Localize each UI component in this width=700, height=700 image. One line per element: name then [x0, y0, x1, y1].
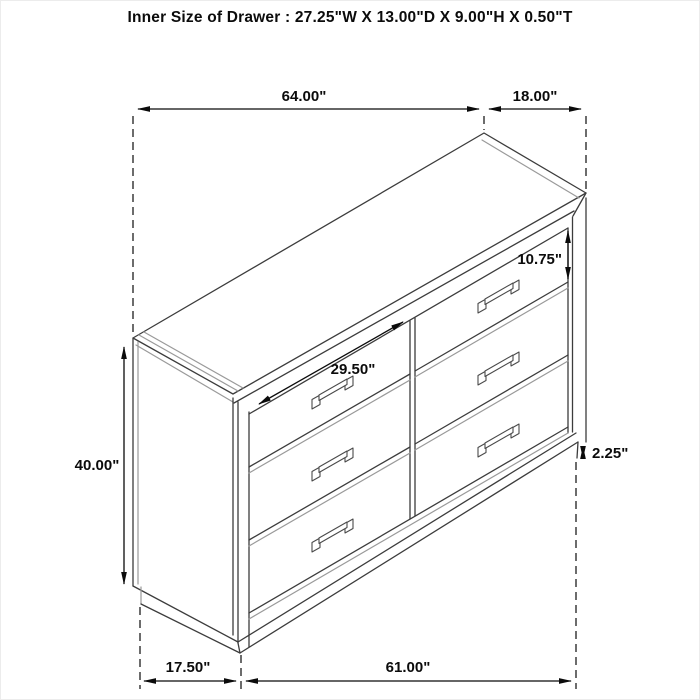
dim-label-top-width: 64.00" — [281, 88, 327, 105]
dresser-left-side-panel — [133, 338, 240, 653]
handle-left-middle — [312, 448, 353, 481]
dim-label-bottom-width: 61.00" — [385, 659, 431, 676]
dimension-top-depth — [489, 88, 581, 109]
handle-left-bottom — [312, 519, 353, 552]
dim-label-overall-height: 40.00" — [74, 457, 120, 474]
dimension-overall-height — [75, 347, 124, 584]
dim-label-base-height: 2.25" — [592, 445, 629, 462]
dim-label-drawer-front-height: 10.75" — [517, 251, 562, 268]
dim-label-drawer-front-width: 29.50" — [330, 361, 376, 378]
handle-right-top — [478, 280, 519, 313]
drawer-gap-lines — [249, 282, 568, 619]
dimension-bottom-width — [246, 659, 571, 681]
dimension-bottom-depth — [144, 659, 236, 681]
handle-right-middle — [478, 352, 519, 385]
dresser-base-plinth — [238, 433, 578, 653]
dimension-top-width — [138, 88, 479, 109]
handle-right-bottom — [478, 424, 519, 457]
handle-left-top — [312, 376, 353, 409]
dresser-dimension-drawing — [1, 1, 700, 700]
drawing-title: Inner Size of Drawer : 27.25"W X 13.00"D X 9.00"H X 0.50"T — [127, 9, 573, 26]
dim-label-top-depth: 18.00" — [512, 88, 558, 105]
dimension-base-height — [583, 445, 628, 462]
dim-label-bottom-depth: 17.50" — [165, 659, 211, 676]
